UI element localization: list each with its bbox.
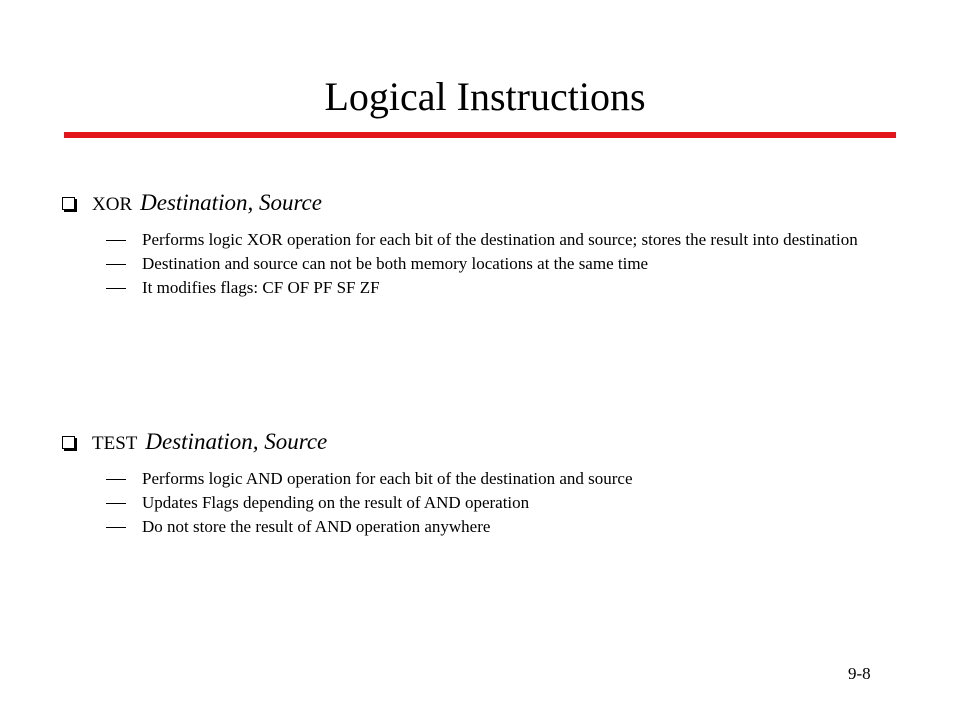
section-xor — [62, 190, 882, 300]
section-test — [62, 429, 882, 539]
list-item-text: Updates Flags depending on the result of AND operation — [142, 493, 530, 512]
list-item-text: It modifies flags: CF OF PF SF ZF — [142, 278, 380, 297]
instruction-mnemonic: TEST — [92, 433, 138, 454]
detail-list — [62, 467, 882, 538]
title-underline — [64, 132, 896, 138]
instruction-mnemonic: XOR — [92, 194, 133, 215]
instruction-operands: Destination, Source — [145, 429, 328, 454]
detail-list — [62, 228, 882, 299]
list-item — [62, 228, 862, 251]
slide-title: Logical Instructions — [324, 74, 646, 119]
list-item-text: Do not store the result of AND operation anywhere — [142, 517, 491, 536]
square-bullet-icon — [62, 436, 75, 449]
instruction-operands: Destination, Source — [140, 190, 322, 215]
list-item — [62, 515, 862, 538]
list-item — [62, 491, 862, 514]
list-item-text: Performs logic XOR operation for each bit of the destination and source; stores the result into destination — [142, 230, 858, 249]
section-heading — [62, 190, 882, 222]
square-bullet-icon — [62, 197, 75, 210]
list-item — [62, 276, 862, 299]
list-item-text: Performs logic AND operation for each bit of the destination and source — [142, 469, 633, 488]
page-number: 9-8 — [848, 664, 871, 683]
section-heading — [62, 429, 882, 461]
list-item — [62, 252, 862, 275]
list-item-text: Destination and source can not be both memory locations at the same time — [142, 254, 649, 273]
list-item — [62, 467, 862, 490]
